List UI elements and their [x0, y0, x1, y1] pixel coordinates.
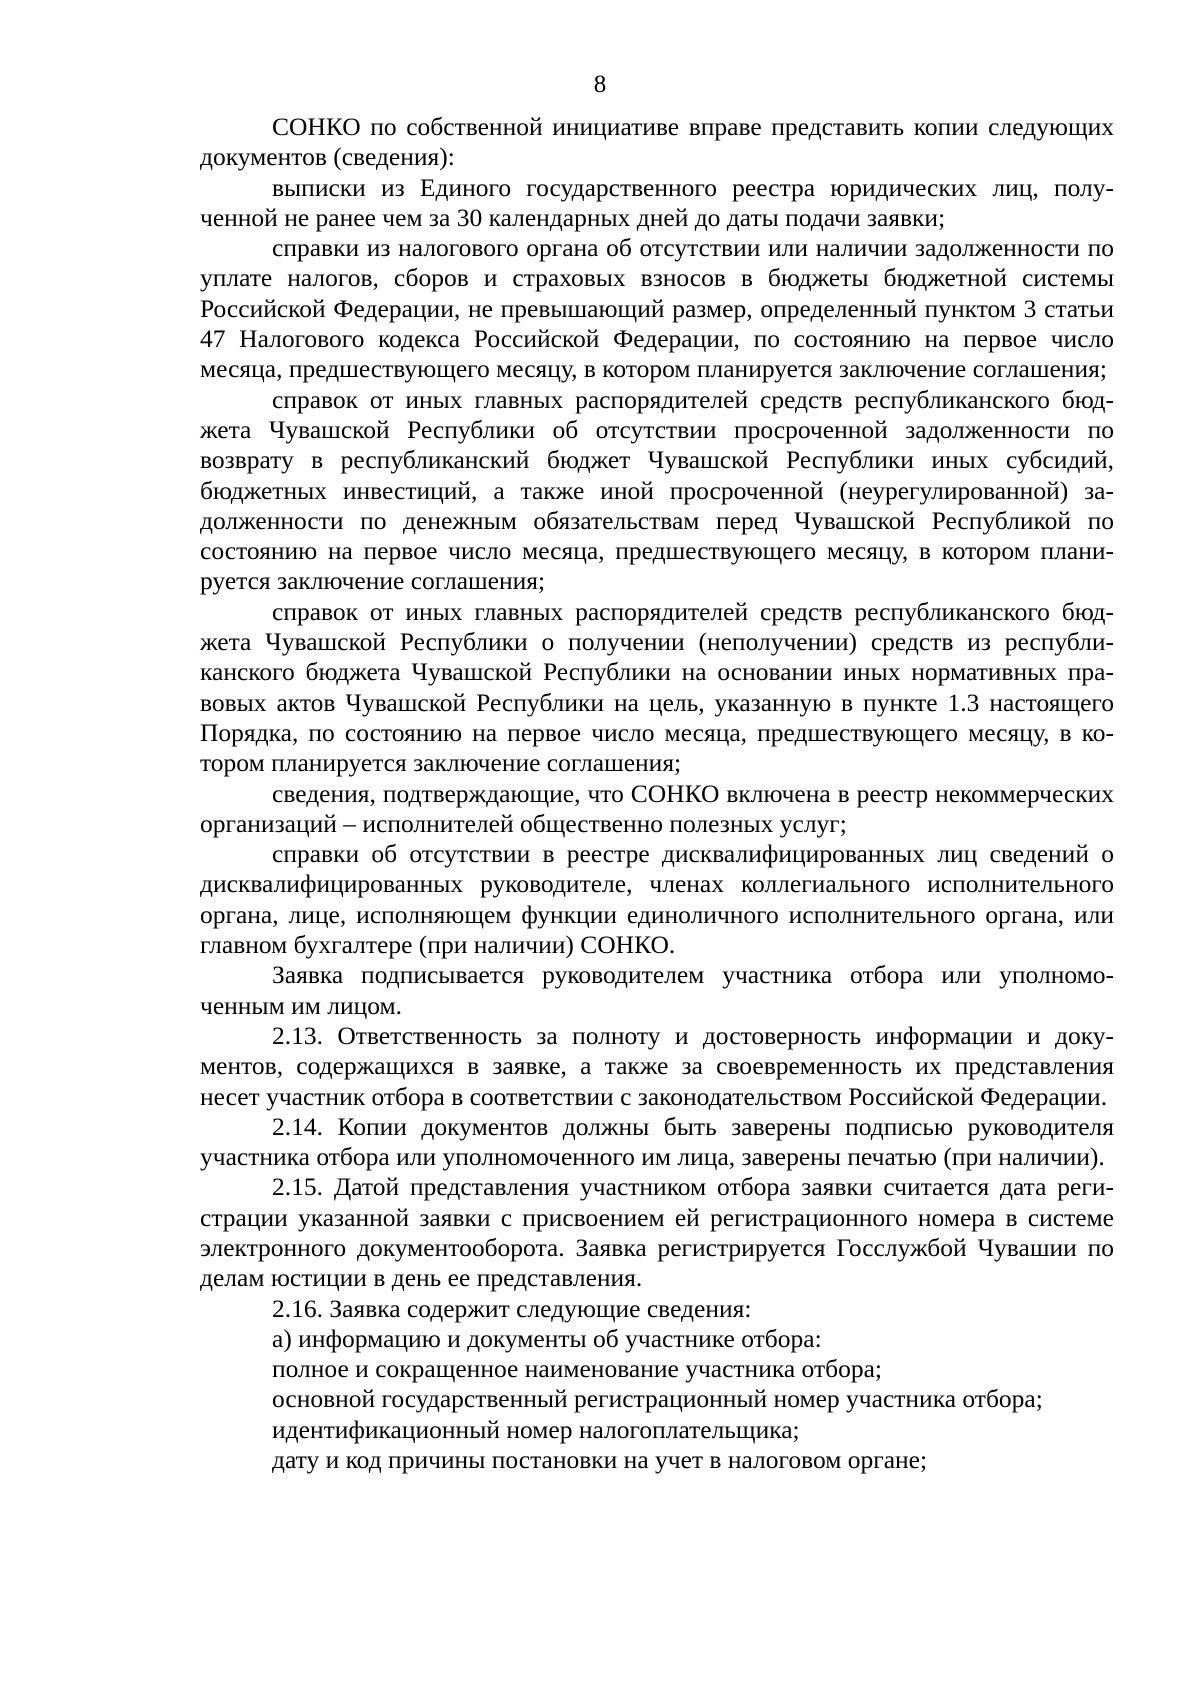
paragraph-ogrn: основной государственный регистрационный номер участника отбора; [272, 1384, 1043, 1414]
paragraph-inn: идентификационный номер налогоплательщика; [272, 1414, 800, 1444]
document-body [200, 112, 1114, 1475]
paragraph-clause-2-15: 2.15. Датой представления участником отбора заявки считается дата регистрации указанной заявки с присвоением ей регистрационного номера в системе электронного документооборота. Заявка регистрируется Госслужбой Чувашии по делам юстиции в день ее представления. [200, 1172, 1114, 1293]
paragraph-egrul-extract: выписки из Единого государственного реестра юридических лиц, полученной не ранее чем за 30 календарных дней до даты подачи заявки; [200, 172, 1114, 232]
paragraph-clause-2-16: 2.16. Заявка содержит следующие сведения: [272, 1293, 752, 1323]
paragraph-application-signature: Заявка подписывается руководителем участника отбора или уполномоченным им лицом. [200, 960, 1114, 1020]
paragraph-item-a: а) информацию и документы об участнике отбора: [272, 1323, 822, 1353]
paragraph-tax-registration: дату и код причины постановки на учет в налоговом органе; [272, 1445, 928, 1475]
page-number: 8 [593, 71, 607, 98]
paragraph-registry-inclusion: сведения, подтверждающие, что СОНКО включена в реестр некоммерческих организаций – исполнителей общественно полезных услуг; [200, 778, 1114, 838]
paragraph-clause-2-13: 2.13. Ответственность за полноту и достоверность информации и документов, содержащихся в заявке, а также за своевременность их представления несет участник отбора в соответствии с законодательством Российской Федерации. [200, 1020, 1114, 1111]
paragraph-disqualification-certificate: справки об отсутствии в реестре дисквалифицированных лиц сведений о дисквалифицированных руководителе, членах коллегиального исполнительного органа, лице, исполняющем функции единоличного исполнительного органа, или главном бухгалтере (при наличии) СОНКО. [200, 839, 1114, 960]
paragraph-funding-receipt-certificates: справок от иных главных распорядителей средств республиканского бюджета Чувашской Республики о получении (неполучении) средств из республиканского бюджета Чувашской Республики на основании иных нормативных правовых актов Чувашской Республики на цель, указанную в пункте 1.3 настоящего Порядка, по состоянию на первое число месяца, предшествующего месяцу, в котором планируется заключение соглашения; [200, 596, 1114, 778]
paragraph-optional-documents-intro: СОНКО по собственной инициативе вправе представить копии следующих документов (сведения): [200, 112, 1114, 172]
paragraph-overdue-debt-certificates: справок от иных главных распорядителей средств республиканского бюджета Чувашской Республики об отсутствии просроченной задолженности по возврату в республиканский бюджет Чувашской Республики иных субсидий, бюджетных инвестиций, а также иной просроченной (неурегулированной) задолженности по денежным обязательствам перед Чувашской Республикой по состоянию на первое число месяца, предшествующего месяцу, в котором планируется заключение соглашения; [200, 384, 1114, 596]
paragraph-tax-certificate: справки из налогового органа об отсутствии или наличии задолженности по уплате налогов, сборов и страховых взносов в бюджеты бюджетной системы Российской Федерации, не превышающий размер, определенный пунктом 3 статьи 47 Налогового кодекса Российской Федерации, по состоянию на первое число месяца, предшествующего месяцу, в котором планируется заключение соглашения; [200, 233, 1114, 384]
paragraph-clause-2-14: 2.14. Копии документов должны быть заверены подписью руководителя участника отбора или уполномоченного им лица, заверены печатью (при наличии). [200, 1111, 1114, 1172]
paragraph-full-name: полное и сокращенное наименование участника отбора; [272, 1354, 882, 1384]
